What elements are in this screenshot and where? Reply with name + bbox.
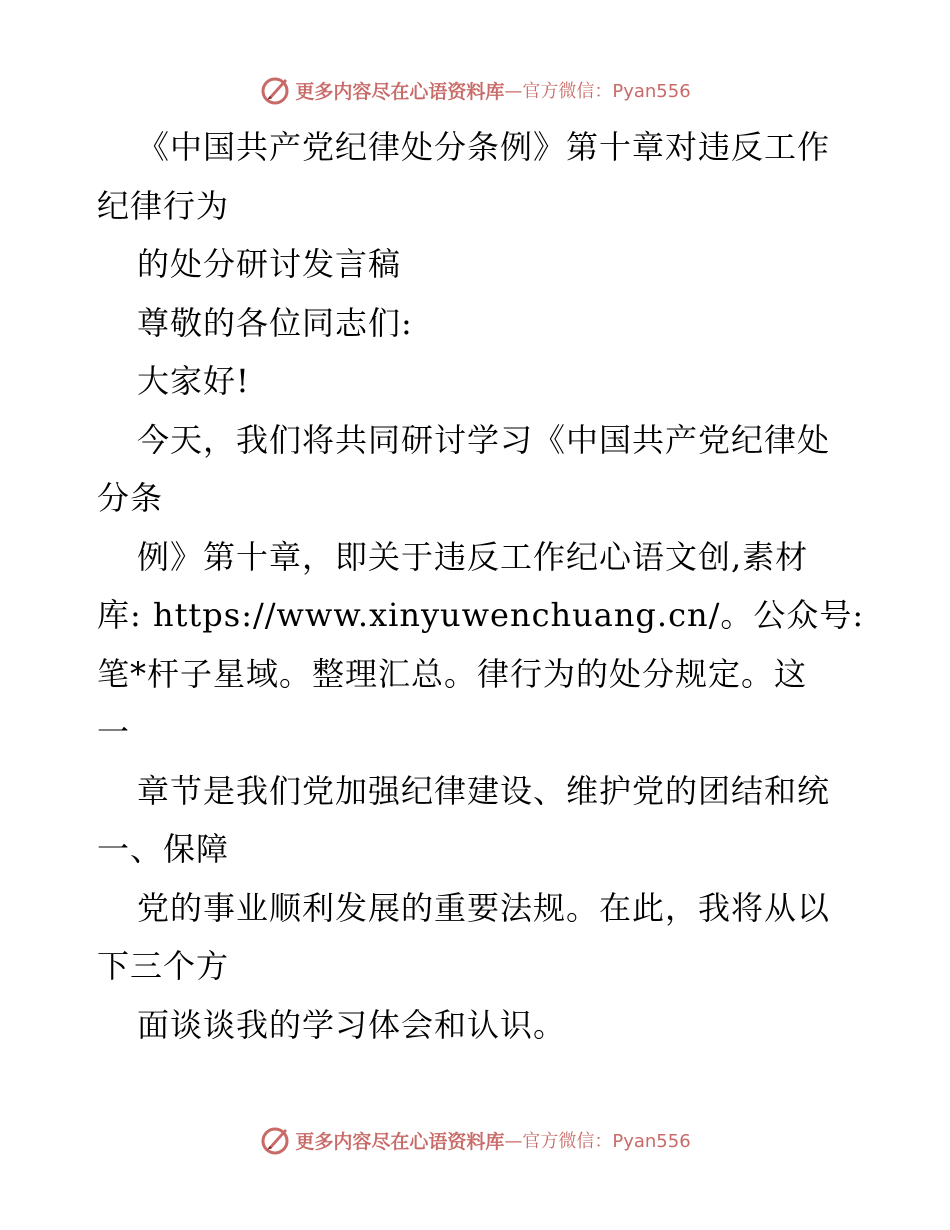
- paragraph-line: 笔*杆子星域。整理汇总。律行为的处分规定。这: [97, 654, 808, 693]
- quill-pen-logo-icon: [259, 1124, 291, 1156]
- banner-main-text: 更多内容尽在心语资料库: [295, 80, 505, 103]
- paragraph-line: 面谈谈我的学习体会和认识。: [137, 1005, 567, 1044]
- header-banner: [0, 70, 950, 110]
- paragraph-line: 下三个方: [97, 947, 230, 985]
- banner-wechat-text: —官方微信：Pyan556: [504, 1131, 691, 1152]
- greeting: 大家好!: [137, 362, 250, 400]
- salutation: 尊敬的各位同志们:: [137, 303, 413, 342]
- paragraph-line: 例》第十章，即关于违反工作纪心语文创,素材: [137, 537, 809, 576]
- paragraph-line: 一、保障: [97, 830, 230, 868]
- paragraph-line: 党的事业顺利发展的重要法规。在此，我将从以: [137, 888, 831, 927]
- title-line-3: 的处分研讨发言稿: [137, 245, 402, 283]
- paragraph-line: 库: https://www.xinyuwenchuang.cn/。公众号:: [97, 596, 865, 634]
- paragraph-line: 分条: [97, 479, 164, 517]
- banner-main-text: 更多内容尽在心语资料库: [295, 1130, 505, 1153]
- document-body: [97, 118, 865, 1054]
- paragraph-line: 一: [97, 713, 131, 751]
- title-line-2: 纪律行为: [97, 186, 230, 225]
- paragraph-line: 章节是我们党加强纪律建设、维护党的团结和统: [137, 771, 831, 810]
- footer-banner: [0, 1120, 950, 1160]
- paragraph-line: 今天，我们将共同研讨学习《中国共产党纪律处: [137, 420, 831, 459]
- banner-wechat-text: —官方微信：Pyan556: [504, 81, 691, 102]
- title-line-1: 《中国共产党纪律处分条例》第十章对违反工作: [137, 128, 831, 166]
- quill-pen-logo-icon: [259, 74, 291, 106]
